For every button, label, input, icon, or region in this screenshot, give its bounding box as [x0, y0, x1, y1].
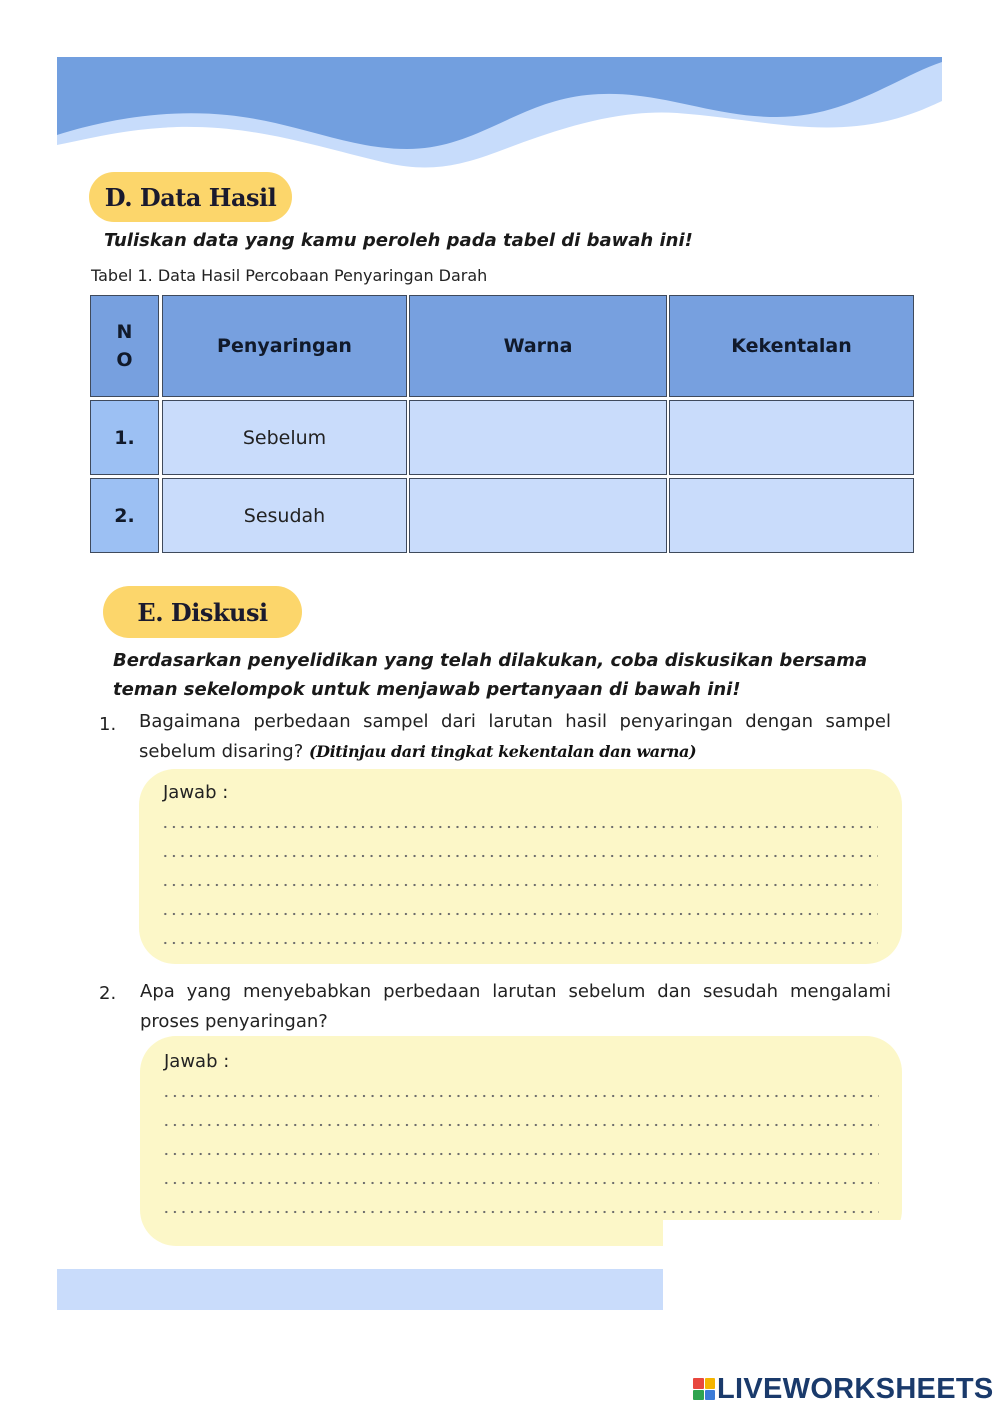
liveworksheets-grid-icon	[693, 1378, 715, 1400]
question-1-hint: (Ditinjau dari tingkat kekentalan dan warna)	[308, 742, 697, 761]
row-2-kekentalan-input[interactable]	[669, 478, 914, 553]
row-2-number: 2.	[90, 478, 159, 553]
answer-2-label: Jawab :	[164, 1051, 230, 1072]
section-e-instruction: Berdasarkan penyelidikan yang telah dilakukan, coba diskusikan bersama teman sekelompok untuk menjawab pertanyaan di bawah ini!	[113, 650, 868, 700]
answer-2-dotted-line[interactable]	[162, 1181, 879, 1185]
header-warna: Warna	[409, 295, 667, 397]
section-e-title: E. Diskusi	[103, 586, 302, 638]
row-2-penyaringan: Sesudah	[162, 478, 407, 553]
logo-square-l	[693, 1378, 704, 1389]
logo-square-v	[693, 1390, 704, 1401]
row-1-kekentalan-input[interactable]	[669, 400, 914, 475]
footer-bar	[57, 1269, 663, 1310]
page-cutout	[663, 1220, 913, 1260]
logo-square-e	[705, 1390, 716, 1401]
question-2-number: 2.	[99, 983, 117, 1004]
header-wave-decoration	[57, 57, 942, 177]
answer-1-dotted-line[interactable]	[161, 883, 878, 887]
answer-2-dotted-line[interactable]	[162, 1094, 879, 1098]
answer-1-dotted-line[interactable]	[161, 912, 878, 916]
row-1-penyaringan: Sebelum	[162, 400, 407, 475]
liveworksheets-logo[interactable]	[693, 1373, 994, 1405]
section-d-instruction: Tuliskan data yang kamu peroleh pada tabel di bawah ini!	[104, 230, 693, 251]
answer-2-dotted-line[interactable]	[162, 1210, 879, 1214]
question-1-body: Bagaimana perbedaan sampel dari larutan hasil penyaringan dengan sampel sebelum disaring?	[139, 711, 891, 762]
row-1-number: 1.	[90, 400, 159, 475]
logo-square-i	[705, 1378, 716, 1389]
answer-1-box[interactable]	[139, 769, 902, 964]
header-kekentalan: Kekentalan	[669, 295, 914, 397]
brand-name: LIVEWORKSHEETS	[717, 1372, 994, 1405]
row-2-warna-input[interactable]	[409, 478, 667, 553]
answer-1-dotted-line[interactable]	[161, 825, 878, 829]
answer-2-box[interactable]	[140, 1036, 902, 1246]
header-no-line2: O	[116, 349, 133, 371]
header-no-line1: N	[116, 321, 133, 343]
header-no	[90, 295, 159, 397]
answer-2-dotted-line[interactable]	[162, 1152, 879, 1156]
question-2-text: Apa yang menyebabkan perbedaan larutan sebelum dan sesudah mengalami proses penyaringan?	[140, 981, 891, 1032]
section-d-title: D. Data Hasil	[89, 172, 292, 222]
header-penyaringan: Penyaringan	[162, 295, 407, 397]
answer-2-dotted-line[interactable]	[162, 1123, 879, 1127]
answer-1-dotted-line[interactable]	[161, 941, 878, 945]
answer-1-label: Jawab :	[163, 782, 229, 803]
table-caption: Tabel 1. Data Hasil Percobaan Penyaringan Darah	[91, 266, 488, 285]
question-1-number: 1.	[99, 714, 117, 735]
row-1-warna-input[interactable]	[409, 400, 667, 475]
answer-1-dotted-line[interactable]	[161, 854, 878, 858]
question-1-text	[139, 707, 891, 767]
